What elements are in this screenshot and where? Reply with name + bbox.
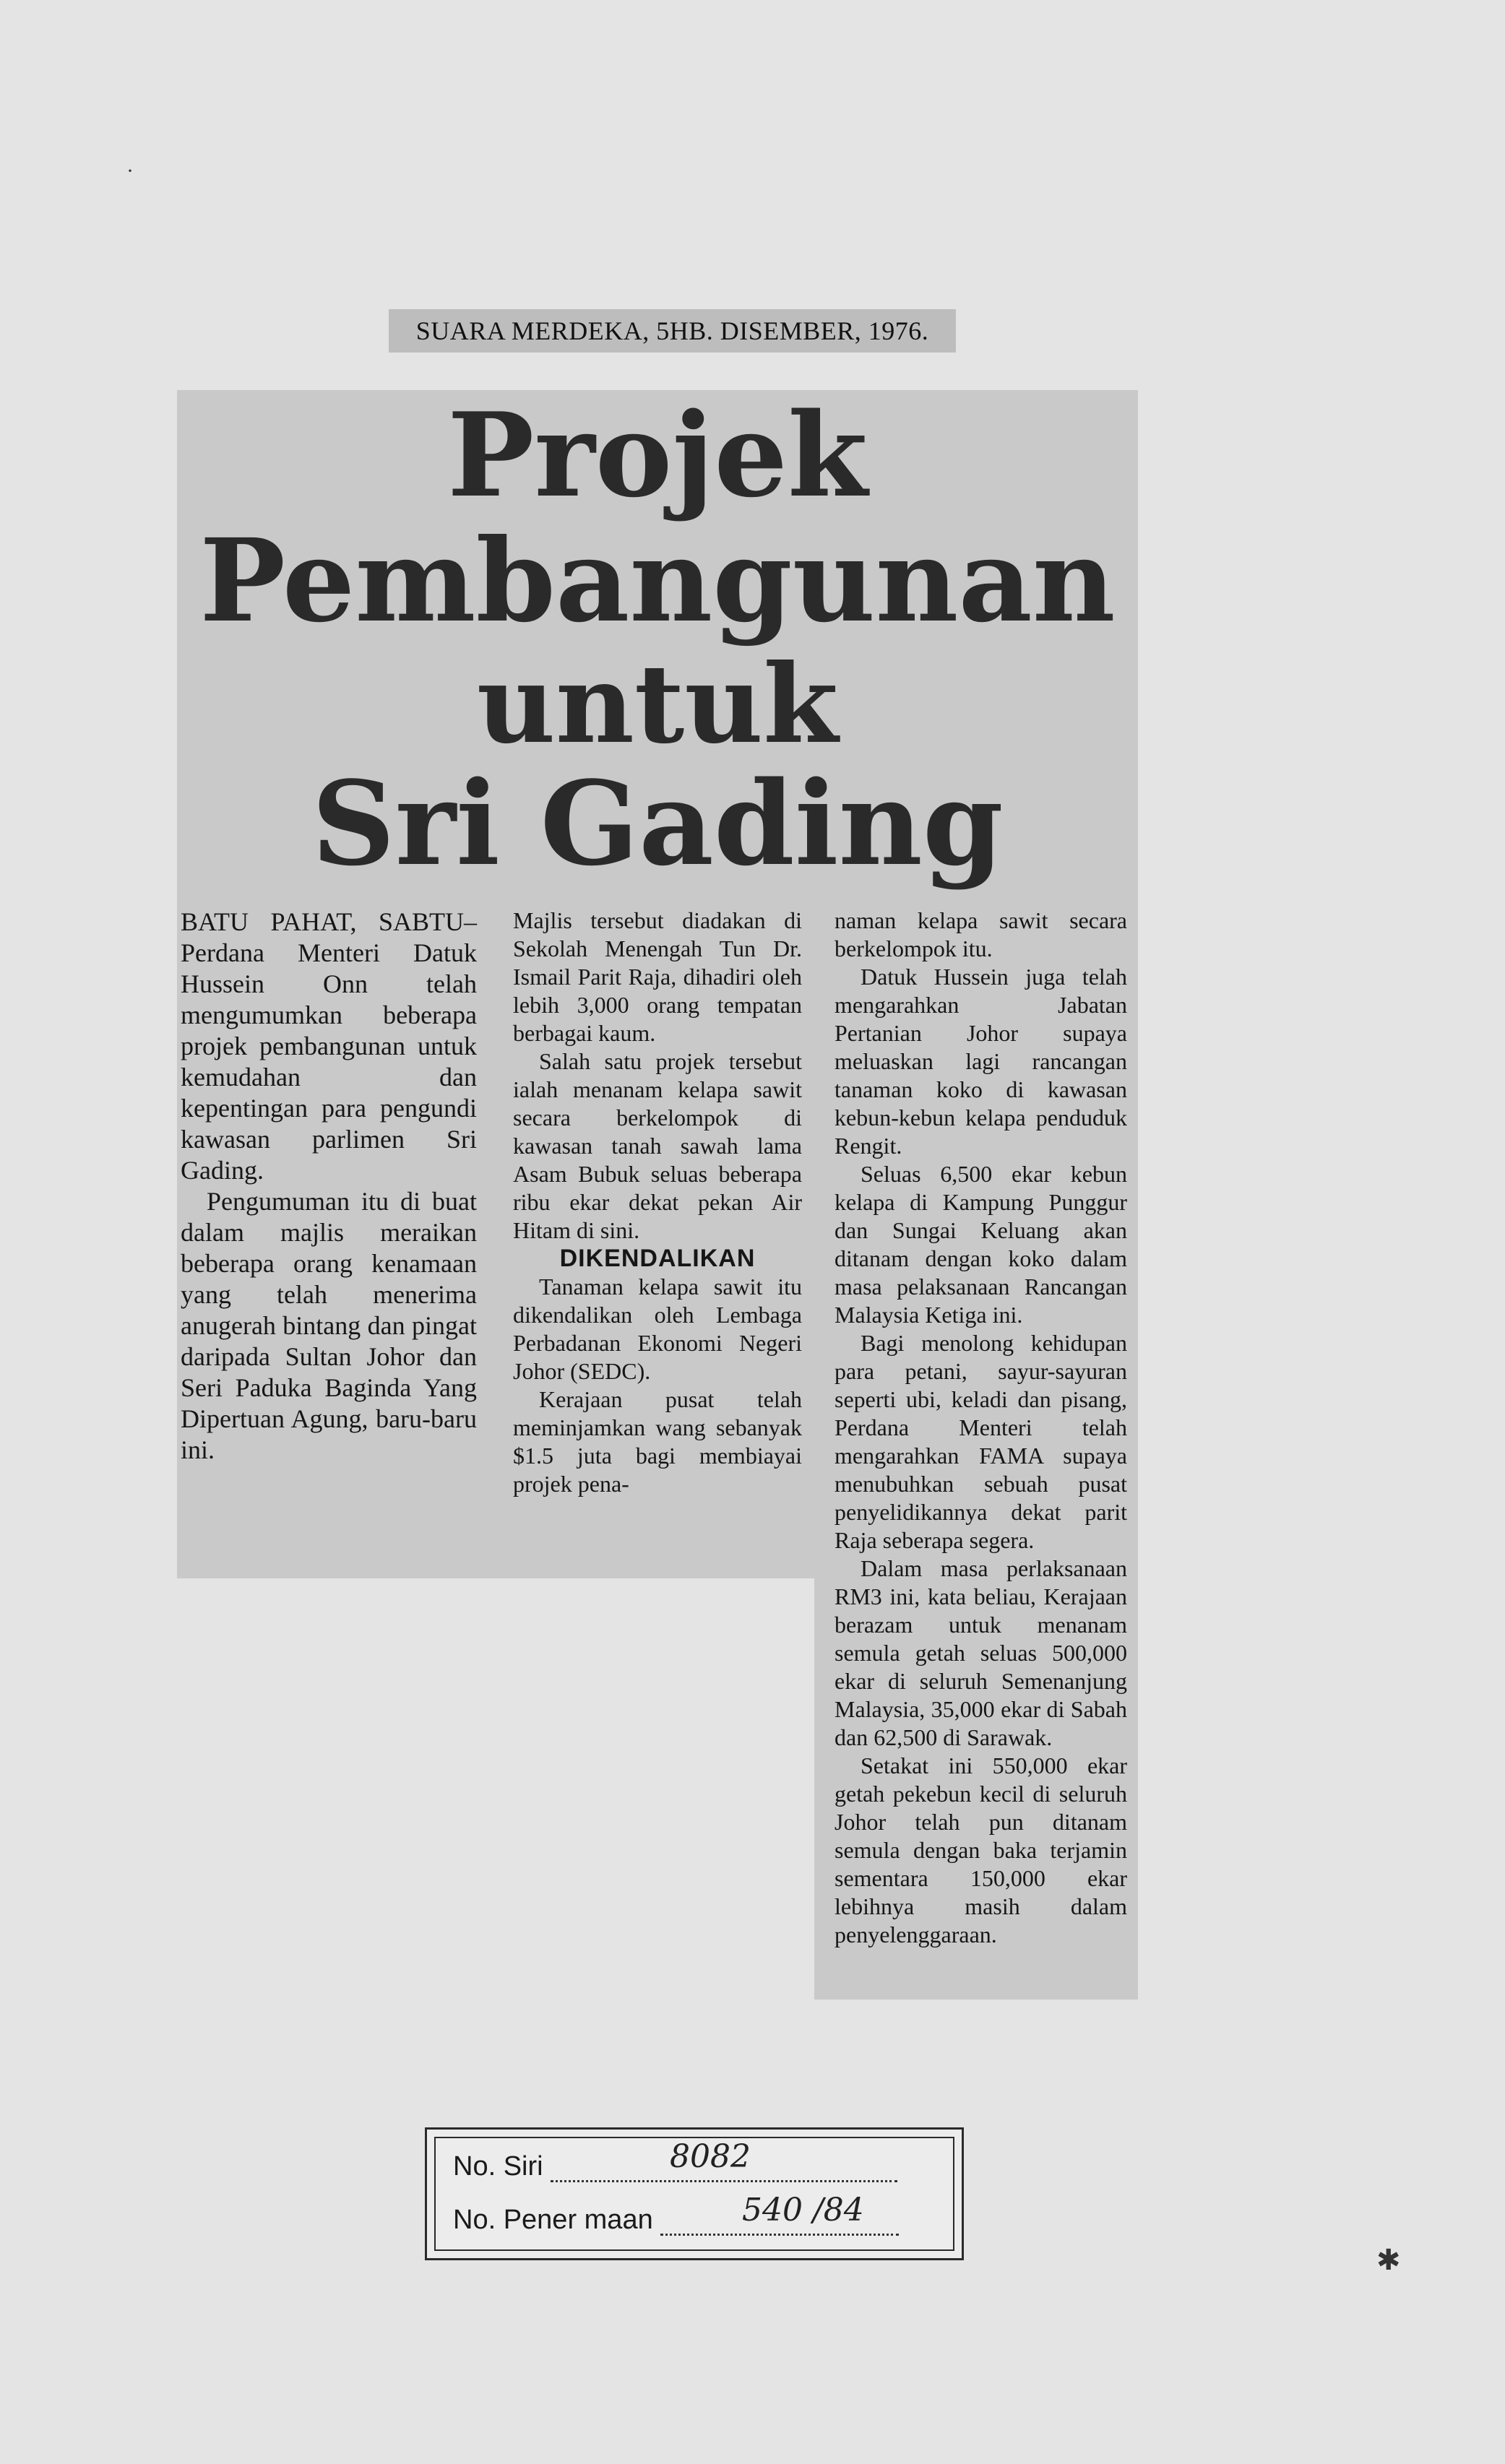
- paragraph: Dalam masa perlaksanaan RM3 ini, kata beliau, Kerajaan berazam untuk menanam semula getah seluas 500,000 ekar di seluruh Semenanjung Malaysia, 35,000 ekar di Sabah dan 62,500 di Sarawak.: [835, 1555, 1127, 1750]
- ink-blot-mark: ✱: [1376, 2244, 1401, 2276]
- paragraph: Pengumuman itu di buat dalam majlis meraikan beberapa orang kenamaan yang telah menerima anugerah bintang dan pingat daripada Sultan Johor dan Seri Paduka Baginda Yang Dipertuan Agung, baru-baru ini.: [181, 1187, 477, 1464]
- headline-line-3: untuk: [476, 641, 839, 768]
- record-stamp-inner-border: [434, 2137, 954, 2251]
- penerimaan-handwritten-value: 540 /84: [742, 2192, 864, 2229]
- article-column-1: [181, 907, 477, 1466]
- headline-line-4: Sri Gading: [311, 756, 1004, 891]
- record-penerimaan-row: [453, 2192, 899, 2236]
- article-column-3: [835, 907, 1127, 1949]
- paragraph: Seluas 6,500 ekar kebun kelapa di Kampung Punggur dan Sungai Keluang akan ditanam dengan koko dalam masa pelaksanaan Rancangan Malaysia Ketiga ini.: [835, 1161, 1127, 1328]
- headline-line-2: Pembangunan: [199, 514, 1116, 648]
- paragraph: Tanaman kelapa sawit itu dikendalikan oleh Lembaga Perbadanan Ekonomi Negeri Johor (SEDC).: [513, 1274, 802, 1384]
- paragraph: naman kelapa sawit secara berkelompok itu.: [835, 907, 1127, 961]
- paragraph: Setakat ini 550,000 ekar getah pekebun kecil di seluruh Johor telah pun ditanam semula dengan baka terjamin sementara 150,000 ekar lebihnya masih dalam penyelenggaraan.: [835, 1752, 1127, 1948]
- paragraph: BATU PAHAT, SABTU– Perdana Menteri Datuk Hussein Onn telah mengumumkan beberapa projek pembangunan untuk kemudahan dan kepentingan para pengundi kawasan parlimen Sri Gading.: [181, 907, 477, 1185]
- dust-speck-mark: ·: [126, 159, 134, 183]
- paragraph: Salah satu projek tersebut ialah menanam kelapa sawit secara berkelompok di kawasan tanah sawah lama Asam Bubuk seluas beberapa ribu ekar dekat pekan Air Hitam di sini.: [513, 1048, 802, 1243]
- siri-handwritten-value: 8082: [670, 2138, 751, 2175]
- paragraph: Majlis tersebut diadakan di Sekolah Menengah Tun Dr. Ismail Parit Raja, dihadiri oleh lebih 3,000 orang tempatan berbagai kaum.: [513, 907, 802, 1046]
- siri-label: No. Siri: [453, 2151, 543, 2182]
- record-siri-row: [453, 2138, 897, 2182]
- article-subheading: DIKENDALIKAN: [559, 1245, 756, 1272]
- article-headline: [177, 387, 1138, 896]
- headline-line-1: Projek: [447, 387, 868, 523]
- archive-record-stamp: [425, 2127, 964, 2260]
- penerimaan-label: No. Pener maan: [453, 2205, 653, 2235]
- paragraph: Bagi menolong kehidupan para petani, sayur-sayuran seperti ubi, keladi dan pisang, Perdana Menteri telah mengarahkan FAMA supaya menubuhkan sebuah pusat penyelidikannya dekat parit Raja seberapa segera.: [835, 1330, 1127, 1553]
- paragraph: Datuk Hussein juga telah mengarahkan Jabatan Pertanian Johor supaya meluaskan lagi rancangan tanaman koko di kawasan kebun-kebun kelapa penduduk Rengit.: [835, 964, 1127, 1159]
- paragraph: Kerajaan pusat telah meminjamkan wang sebanyak $1.5 juta bagi membiayai projek pena-: [513, 1386, 802, 1497]
- newspaper-source-line: SUARA MERDEKA, 5HB. DISEMBER, 1976.: [389, 309, 956, 353]
- article-column-2: [513, 907, 802, 1498]
